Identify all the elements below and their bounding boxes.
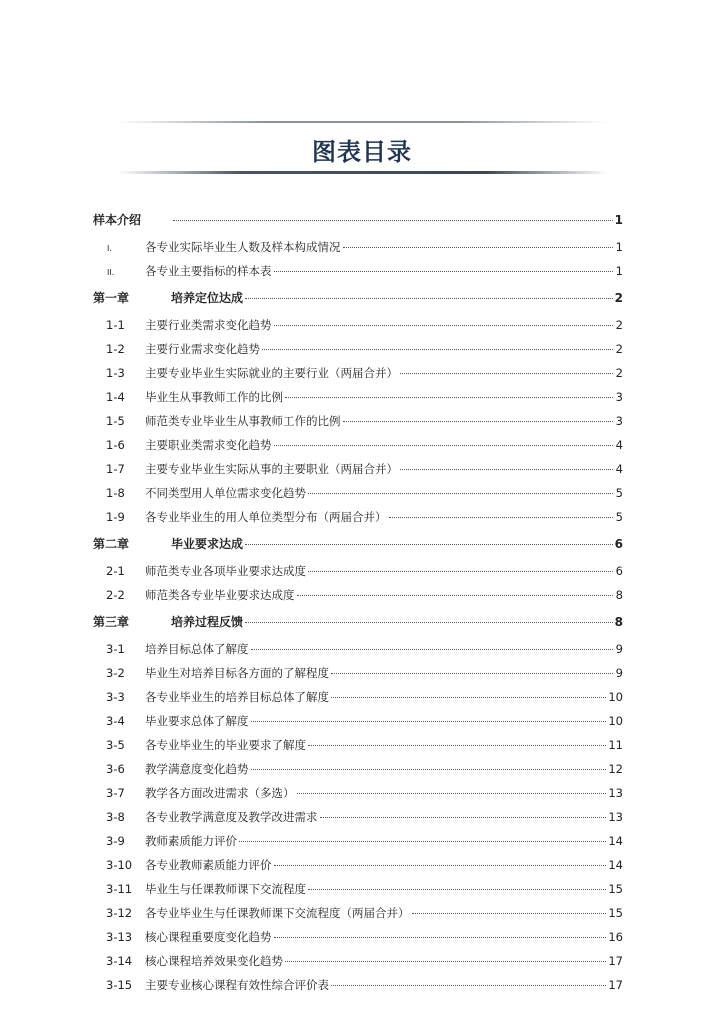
section-number: 第一章 (93, 291, 130, 305)
entry-title: 各专业教师素质能力评价 (145, 858, 272, 872)
toc-entry[interactable] (93, 559, 623, 583)
entry-title: 培养目标总体了解度 (145, 642, 249, 656)
page-number: 2 (615, 318, 623, 332)
toc-entry[interactable] (93, 505, 623, 529)
dot-leader (308, 744, 606, 746)
dot-leader (239, 840, 606, 842)
page-number: 14 (608, 858, 623, 872)
title-top-rule (118, 121, 608, 123)
dot-leader (245, 621, 613, 623)
page-number: 10 (608, 690, 623, 704)
entry-number: 3-5 (106, 738, 125, 752)
page-number: 5 (615, 510, 623, 524)
entry-title: 教学满意度变化趋势 (145, 762, 249, 776)
dot-leader (412, 912, 607, 914)
entry-title: 核心课程培养效果变化趋势 (145, 954, 283, 968)
entry-number: 1-8 (106, 486, 125, 500)
entry-number: 1-4 (106, 390, 125, 404)
toc-entry[interactable] (93, 481, 623, 505)
section-title: 培养过程反馈 (171, 615, 244, 629)
toc-entry[interactable] (93, 457, 623, 481)
entry-number: 3-7 (106, 786, 125, 800)
dot-leader (400, 372, 613, 374)
section-number: 第三章 (93, 615, 130, 629)
entry-title: 各专业实际毕业生人数及样本构成情况 (145, 240, 341, 254)
entry-number: 1-5 (106, 414, 125, 428)
dot-leader (262, 348, 613, 350)
toc-entry[interactable] (93, 877, 623, 901)
entry-number: 3-14 (106, 954, 133, 968)
toc-entry[interactable] (93, 409, 623, 433)
dot-leader (331, 672, 613, 674)
entry-number: 3-6 (106, 762, 125, 776)
toc-entry[interactable] (93, 637, 623, 661)
toc-entry[interactable] (93, 337, 623, 361)
dot-leader (308, 570, 613, 572)
toc-entry[interactable] (93, 949, 623, 973)
page-number: 2 (615, 342, 623, 356)
dot-leader (308, 492, 613, 494)
entry-number: 1-6 (106, 438, 125, 452)
toc-entry[interactable] (93, 829, 623, 853)
toc-entry[interactable] (93, 805, 623, 829)
dot-leader (251, 720, 607, 722)
page-number: 13 (608, 810, 623, 824)
entry-number: II. (107, 268, 115, 277)
entry-title: 主要职业类需求变化趋势 (145, 438, 272, 452)
dot-leader (173, 219, 613, 221)
toc-entry[interactable] (93, 757, 623, 781)
toc-entry[interactable] (93, 235, 623, 259)
dot-leader (274, 324, 614, 326)
section-number: 样本介绍 (93, 213, 142, 227)
entry-number: 2-2 (106, 588, 125, 602)
toc-entry[interactable] (93, 973, 623, 997)
toc-section-heading[interactable] (93, 532, 623, 556)
entry-number: 3-8 (106, 810, 125, 824)
entry-number: 2-1 (106, 564, 125, 578)
dot-leader (285, 960, 606, 962)
entry-number: 3-10 (106, 858, 133, 872)
title-bottom-rule (118, 171, 608, 174)
entry-number: 1-1 (106, 318, 125, 332)
page-number: 17 (608, 978, 623, 992)
entry-number: 3-15 (106, 978, 133, 992)
dot-leader (343, 246, 614, 248)
toc-entry[interactable] (93, 385, 623, 409)
toc-entry[interactable] (93, 661, 623, 685)
toc-entry[interactable] (93, 685, 623, 709)
page-number: 1 (614, 213, 623, 227)
page-number: 1 (615, 264, 623, 278)
toc-entry[interactable] (93, 925, 623, 949)
dot-leader (331, 984, 606, 986)
entry-title: 不同类型用人单位需求变化趋势 (145, 486, 306, 500)
toc-entry[interactable] (93, 259, 623, 283)
toc-entry[interactable] (93, 313, 623, 337)
toc-entry[interactable] (93, 853, 623, 877)
page-number: 3 (615, 390, 623, 404)
entry-title: 主要行业类需求变化趋势 (145, 318, 272, 332)
page-number: 9 (615, 666, 623, 680)
entry-title: 师范类专业毕业生从事教师工作的比例 (145, 414, 341, 428)
toc-section-heading[interactable] (93, 286, 623, 310)
entry-title: 主要行业需求变化趋势 (145, 342, 260, 356)
entry-title: 各专业毕业生的毕业要求了解度 (145, 738, 306, 752)
entry-title: 各专业主要指标的样本表 (145, 264, 272, 278)
dot-leader (274, 270, 614, 272)
entry-number: 3-4 (106, 714, 125, 728)
dot-leader (251, 648, 614, 650)
page-number: 14 (608, 834, 623, 848)
table-of-contents (93, 208, 623, 997)
page-number: 8 (614, 615, 623, 629)
page-number: 17 (608, 954, 623, 968)
entry-number: 3-12 (106, 906, 133, 920)
dot-leader (400, 468, 613, 470)
toc-section-heading[interactable] (93, 208, 623, 232)
entry-number: 1-2 (106, 342, 125, 356)
entry-title: 各专业毕业生的培养目标总体了解度 (145, 690, 329, 704)
page-number: 12 (608, 762, 623, 776)
page-number: 3 (615, 414, 623, 428)
toc-entry[interactable] (93, 361, 623, 385)
dot-leader (331, 696, 606, 698)
page-number: 8 (615, 588, 623, 602)
entry-number: 1-3 (106, 366, 125, 380)
entry-number: 3-3 (106, 690, 125, 704)
dot-leader (297, 594, 614, 596)
entry-title: 师范类各专业毕业要求达成度 (145, 588, 295, 602)
entry-number: 3-11 (106, 882, 133, 896)
page-number: 4 (615, 438, 623, 452)
page-number: 6 (615, 564, 623, 578)
page-number: 15 (608, 906, 623, 920)
dot-leader (245, 543, 613, 545)
entry-title: 教师素质能力评价 (145, 834, 237, 848)
entry-number: 3-9 (106, 834, 125, 848)
page-number: 16 (608, 930, 623, 944)
entry-number: 3-13 (106, 930, 133, 944)
page-number: 15 (608, 882, 623, 896)
page-number: 6 (614, 537, 623, 551)
entry-title: 主要专业毕业生实际就业的主要行业（两届合并） (145, 366, 398, 380)
entry-number: 1-9 (106, 510, 125, 524)
dot-leader (245, 297, 613, 299)
dot-leader (320, 816, 607, 818)
dot-leader (251, 768, 607, 770)
entry-title: 各专业毕业生的用人单位类型分布（两届合并） (145, 510, 387, 524)
entry-title: 毕业要求总体了解度 (145, 714, 249, 728)
page-number: 5 (615, 486, 623, 500)
entry-title: 教学各方面改进需求（多选） (145, 786, 295, 800)
entry-title: 核心课程重要度变化趋势 (145, 930, 272, 944)
entry-title: 各专业教学满意度及教学改进需求 (145, 810, 318, 824)
page-number: 1 (615, 240, 623, 254)
section-title: 培养定位达成 (171, 291, 244, 305)
dot-leader (308, 888, 606, 890)
entry-title: 师范类专业各项毕业要求达成度 (145, 564, 306, 578)
dot-leader (343, 420, 614, 422)
page-number: 2 (614, 291, 623, 305)
dot-leader (297, 792, 607, 794)
toc-entry[interactable] (93, 433, 623, 457)
section-number: 第二章 (93, 537, 130, 551)
dot-leader (389, 516, 614, 518)
toc-entry[interactable] (93, 583, 623, 607)
entry-title: 毕业生与任课教师课下交流程度 (145, 882, 306, 896)
page-number: 11 (608, 738, 623, 752)
page-title: 图表目录 (312, 138, 412, 166)
page-number: 10 (608, 714, 623, 728)
entry-title: 主要专业毕业生实际从事的主要职业（两届合并） (145, 462, 398, 476)
entry-number: 3-1 (106, 642, 125, 656)
toc-entry[interactable] (93, 901, 623, 925)
page-number: 4 (615, 462, 623, 476)
dot-leader (274, 864, 607, 866)
entry-title: 毕业生对培养目标各方面的了解程度 (145, 666, 329, 680)
toc-entry[interactable] (93, 781, 623, 805)
entry-number: 1-7 (106, 462, 125, 476)
entry-title: 各专业毕业生与任课教师课下交流程度（两届合并） (145, 906, 410, 920)
toc-section-heading[interactable] (93, 610, 623, 634)
section-title: 毕业要求达成 (171, 537, 244, 551)
entry-number: 3-2 (106, 666, 125, 680)
entry-title: 毕业生从事教师工作的比例 (145, 390, 283, 404)
toc-entry[interactable] (93, 709, 623, 733)
page-number: 2 (615, 366, 623, 380)
entry-number: I. (107, 244, 112, 253)
dot-leader (274, 936, 607, 938)
entry-title: 主要专业核心课程有效性综合评价表 (145, 978, 329, 992)
toc-entry[interactable] (93, 733, 623, 757)
page-number: 9 (615, 642, 623, 656)
page-number: 13 (608, 786, 623, 800)
dot-leader (274, 444, 614, 446)
dot-leader (285, 396, 613, 398)
